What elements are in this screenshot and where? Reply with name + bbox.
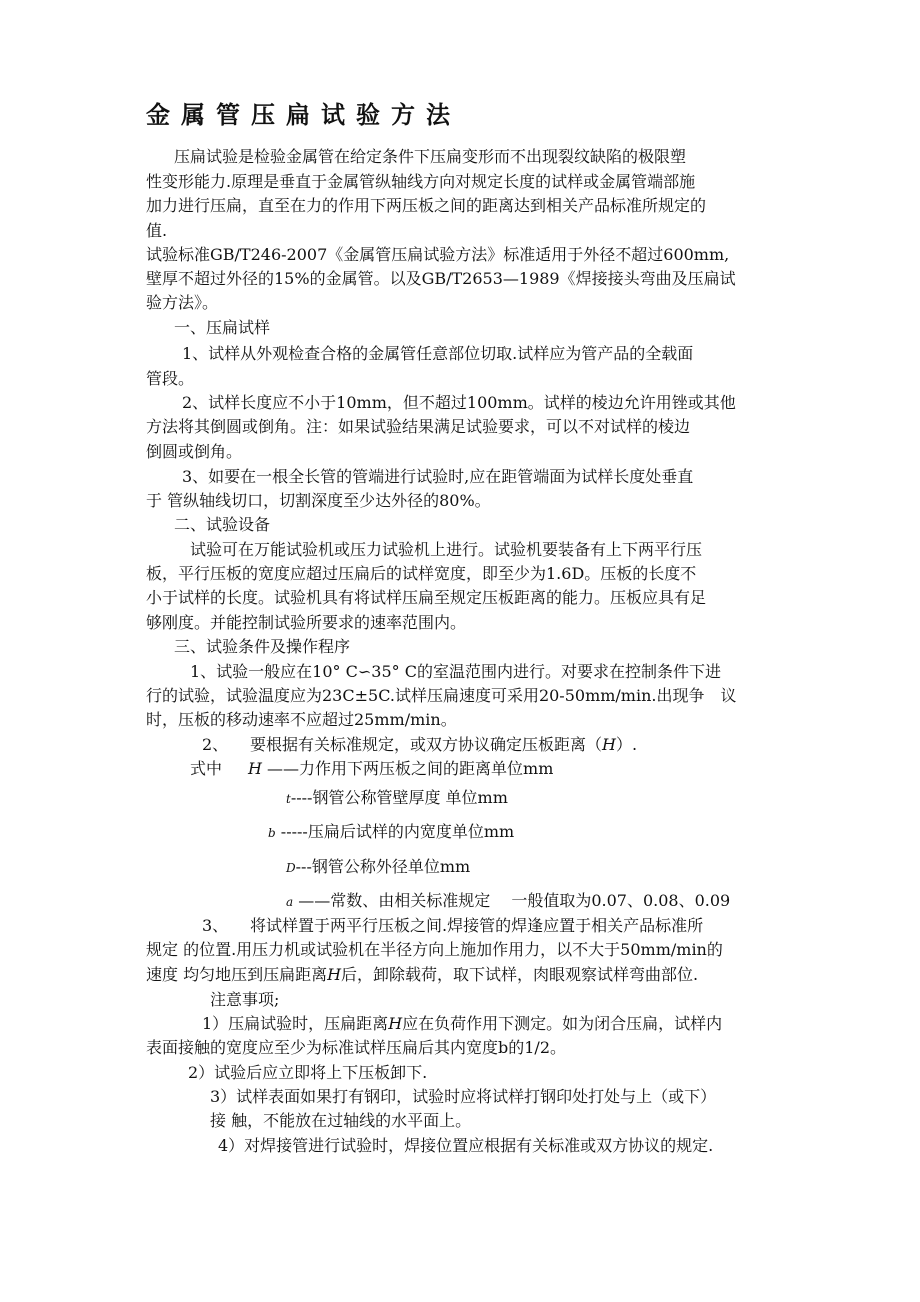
note-3-line-1: 3）试样表面如果打有钢印，试验时应将试样打钢印处打处与上（或下） <box>210 1087 717 1106</box>
formula-var-b-desc: -----压扁后试样的内宽度单位mm <box>280 822 515 841</box>
formula-var-t <box>286 786 508 811</box>
section-3-item-2-text-a: 要根据有关标准规定，或双方协议确定压板距离（ <box>250 735 603 754</box>
section-1-item-3-line-1: 3、如要在一根全长管的管端进行试验时,应在距管端面为试样长度处垂直 <box>182 467 694 486</box>
formula-var-t-desc: ----钢管公称管壁厚度 单位mm <box>290 788 508 807</box>
section-2-line-4: 够刚度。并能控制试验所要求的速率范围内。 <box>146 613 467 632</box>
section-1-item-2-line-2: 方法将其倒圆或倒角。注：如果试验结果满足试验要求，可以不对试样的棱边 <box>146 417 691 436</box>
notes-heading: 注意事项; <box>210 990 280 1009</box>
section-1-item-3-line-2: 于 管纵轴线切口，切割深度至少达外径的80%。 <box>146 491 491 510</box>
section-3-item-2-number: 2、 <box>202 735 229 754</box>
intro-line-6: 壁厚不超过外径的15%的金属管。以及GB/T2653—1989《焊接接头弯曲及压扁试 <box>146 269 736 288</box>
section-3-item-2-text <box>250 733 637 757</box>
note-3-line-2: 接 触，不能放在过轴线的水平面上。 <box>210 1111 472 1130</box>
intro-line-7: 验方法》。 <box>146 293 219 312</box>
section-3-item-3-number: 3、 <box>202 916 229 935</box>
note-1-line-1 <box>202 1012 722 1036</box>
section-1-item-2-line-3: 倒圆或倒角。 <box>146 442 243 461</box>
section-3-item-3-line-3-b: 后，卸除载荷，取下试样，肉眼观察试样弯曲部位. <box>341 965 699 984</box>
section-2-heading: 二、试验设备 <box>174 515 271 534</box>
section-3-item-1-line-3: 时，压板的移动速率不应超过25mm/min。 <box>146 710 457 729</box>
section-1-item-2-line-1: 2、试样长度应不小于10mm，但不超过100mm。试样的棱边允许用锉或其他 <box>182 393 736 412</box>
formula-prefix: 式中 <box>190 759 223 778</box>
formula-var-a-symbol: a <box>286 895 294 909</box>
formula-var-d-symbol: D <box>286 861 296 875</box>
intro-line-1: 压扁试验是检验金属管在给定条件下压扁变形而不出现裂纹缺陷的极限塑 <box>174 147 687 166</box>
formula-var-d-desc: ---钢管公称外径单位mm <box>295 857 471 876</box>
formula-var-h-symbol: H <box>248 759 262 778</box>
intro-line-3: 加力进行压扁，直至在力的作用下两压板之间的距离达到相关产品标准所规定的 <box>146 196 707 215</box>
formula-var-h <box>248 757 553 781</box>
document-title: 金属管压扁试验方法 <box>146 100 461 129</box>
section-3-item-3-line-1: 将试样置于两平行压板之间.焊接管的焊逢应置于相关产品标准所 <box>250 916 704 935</box>
formula-var-b <box>268 820 514 845</box>
section-1-item-1-line-2: 管段。 <box>146 369 195 388</box>
section-3-item-3-line-2: 规定 的位置.用压力机或试验机在半径方向上施加作用力，以不大于50mm/min的 <box>146 940 723 959</box>
intro-line-4: 值. <box>146 221 168 240</box>
note-2: 2）试验后应立即将上下压板卸下. <box>188 1063 428 1082</box>
formula-var-t-symbol: t <box>286 792 291 806</box>
section-3-heading: 三、试验条件及操作程序 <box>174 637 351 656</box>
section-3-item-3-line-3 <box>146 963 698 987</box>
section-3-item-3-line-3-a: 速度 均匀地压到压扁距离 <box>146 965 328 984</box>
section-3-item-1-line-2: 行的试验，试验温度应为23C±5C.试样压扁速度可采用20-50mm/min.出现争 议 <box>146 686 737 705</box>
formula-var-a-desc: ——常数、由相关标准规定 一般值取为0.07、0.08、0.09 <box>298 891 731 910</box>
section-2-line-1: 试验可在万能试验机或压力试验机上进行。试验机要装备有上下两平行压 <box>190 540 703 559</box>
section-2-line-3: 小于试样的长度。试验机具有将试样压扁至规定压板距离的能力。压板应具有足 <box>146 588 707 607</box>
note-4: 4）对焊接管进行试验时，焊接位置应根据有关标准或双方协议的规定. <box>218 1136 714 1155</box>
variable-h-inline-3: H <box>388 1014 403 1033</box>
formula-var-a <box>286 889 730 914</box>
formula-var-h-desc: ——力作用下两压板之间的距离单位mm <box>267 759 554 778</box>
section-3-item-1-line-1: 1、试验一般应在10° C∽35° C的室温范围内进行。对要求在控制条件下进 <box>190 662 721 681</box>
note-1-line-1-a: 1）压扁试验时，压扁距离 <box>202 1014 389 1033</box>
variable-h-inline: H <box>602 735 616 754</box>
formula-var-d <box>286 855 470 880</box>
section-3-item-2-text-b: ）. <box>615 735 638 754</box>
section-1-item-1-line-1: 1、试样从外观检查合格的金属管任意部位切取.试样应为管产品的全载面 <box>182 344 694 363</box>
note-1-line-2: 表面接触的宽度应至少为标准试样压扁后其内宽度b的1/2。 <box>146 1038 566 1057</box>
formula-var-b-symbol: b <box>268 826 276 840</box>
intro-line-2: 性变形能力.原理是垂直于金属管纵轴线方向对规定长度的试样或金属管端部施 <box>146 172 696 191</box>
section-2-line-2: 板，平行压板的宽度应超过压扁后的试样宽度，即至少为1.6D。压板的长度不 <box>146 564 697 583</box>
intro-line-5: 试验标准GB/T246-2007《金属管压扁试验方法》标准适用于外径不超过600mm, <box>146 245 730 264</box>
variable-h-inline-2: H <box>327 965 342 984</box>
note-1-line-1-b: 应在负荷作用下测定。如为闭合压扁，试样内 <box>402 1014 723 1033</box>
section-1-heading: 一、压扁试样 <box>174 318 271 337</box>
